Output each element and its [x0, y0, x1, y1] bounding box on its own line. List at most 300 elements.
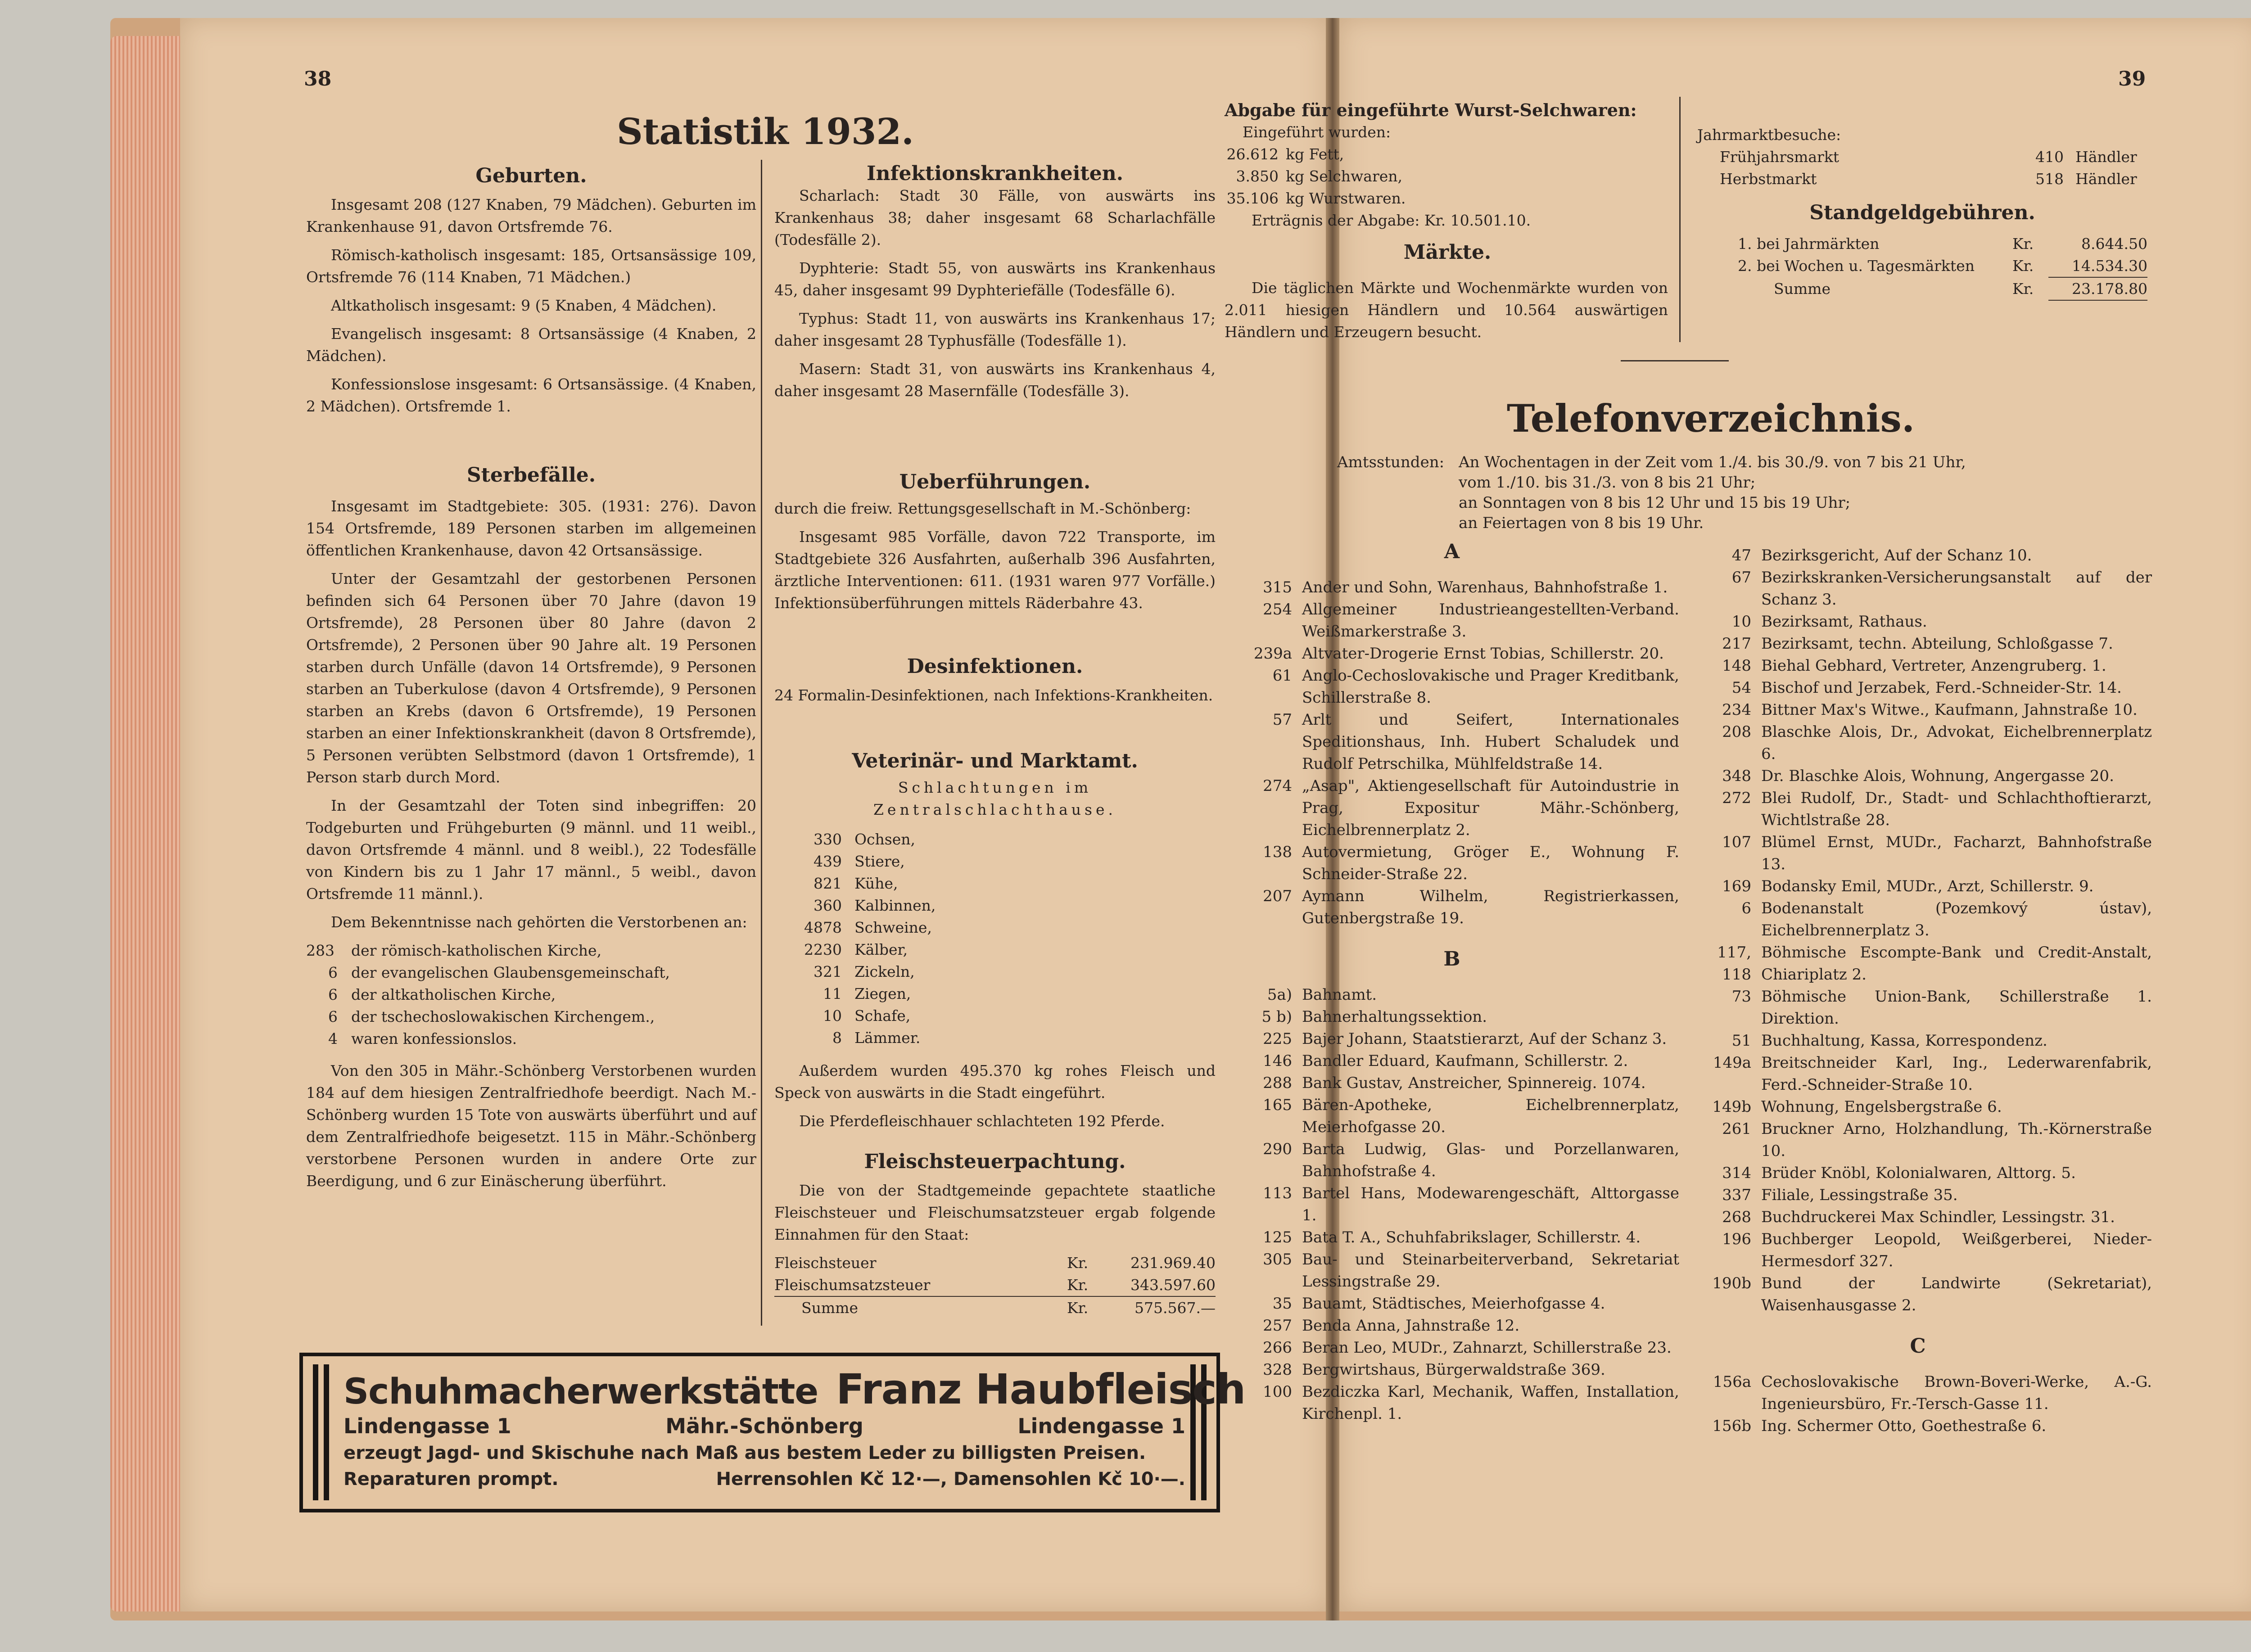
amount: 14.534.30 — [2048, 255, 2147, 278]
ad-address: Lindengasse 1 — [344, 1414, 511, 1438]
phone-column-1 — [1225, 540, 1679, 1425]
phone-entry — [1684, 1371, 2152, 1415]
office-hours-row — [1337, 452, 2147, 533]
paragraph: Insgesamt 208 (127 Knaben, 79 Mädchen). Geburten im Krankenhause 91, davon Ortsfremde 76. — [306, 196, 756, 235]
phone-number: 47 — [1731, 546, 1751, 564]
ad-headline — [344, 1365, 1245, 1413]
sausage-total: Erträgnis der Abgabe: Kr. 10.501.10. — [1252, 212, 1531, 229]
amount: 8.644.50 — [2081, 235, 2147, 253]
phone-entry — [1225, 1249, 1679, 1293]
table-row — [1697, 168, 2147, 190]
phone-entry-name: Dr. Blaschke Alois, Wohnung, Angergasse 20. — [1761, 767, 2114, 785]
label: Stiere, — [854, 853, 905, 870]
phone-entry-name: Bären-Apotheke, Eichelbrennerplatz, Meierhofgasse 20. — [1302, 1096, 1679, 1136]
amount: 35.106 — [1226, 190, 1279, 207]
count: 518 — [2035, 170, 2064, 188]
phone-number: 217 — [1722, 635, 1751, 653]
unit: Händler — [2075, 170, 2137, 188]
section-letter-a: A — [1444, 540, 1460, 563]
paragraph: Die Pferdefleischhauer schlachteten 192 Pferde. — [799, 1112, 1165, 1130]
currency: Kr. — [2012, 280, 2034, 298]
phone-number: 61 — [1272, 667, 1292, 685]
fees-heading: Standgeldgebühren. — [1809, 201, 2035, 224]
ad-address-line — [344, 1414, 1185, 1438]
page-title: Statistik 1932. — [616, 110, 914, 153]
label: Kalbinnen, — [854, 897, 936, 914]
count: 2230 — [804, 941, 842, 958]
phone-entry-name: Ing. Schermer Otto, Goethestraße 6. — [1761, 1417, 2047, 1435]
slaughter-list — [774, 828, 1216, 1138]
paragraph: In der Gesamtzahl der Toten sind inbegriffen: 20 Todgeburten und Frühgeburten (9 männl. und 11 weibl., davon Ortsfremde 4 männl. und 8 weibl.), 22 Todesfälle von Kindern bis zu 1 Jahr 17 männl., 5 weibl., davon Ortsfremde 11 männl.). — [306, 797, 756, 903]
phone-entry-name: Anglo-Cechoslovakische und Prager Kreditbank, Schillerstraße 8. — [1302, 667, 1679, 707]
phone-entry — [1225, 709, 1679, 775]
ad-prices: Herrensohlen Kč 12·—, Damensohlen Kč 10·—. — [716, 1469, 1185, 1490]
paragraph: Dyphterie: Stadt 55, von auswärts ins Krankenhaus 45, daher insgesamt 99 Dyphteriefälle (Todesfälle 6). — [774, 259, 1216, 299]
page-edge — [110, 36, 180, 1611]
sausage-intro: Eingeführt wurden: — [1243, 123, 1391, 141]
phone-entry-name: Bodenanstalt (Pozemkový ústav), Eichelbrennerplatz 3. — [1761, 899, 2152, 939]
label: Lämmer. — [854, 1029, 921, 1047]
list-item — [1225, 143, 1670, 165]
phone-entry-name: Cechoslovakische Brown-Boveri-Werke, A.-G. Ingenieursbüro, Fr.-Tersch-Gasse 11. — [1761, 1373, 2152, 1413]
phone-number: 138 — [1263, 843, 1292, 861]
phone-entry — [1225, 775, 1679, 841]
paragraph: Insgesamt im Stadtgebiete: 305. (1931: 276). Davon 154 Ortsfremde, 189 Personen starben im allgemeinen öffentlichen Krankenhause, davon 42 Ortsansässige. — [306, 497, 756, 559]
phone-number: 315 — [1263, 578, 1292, 596]
phone-number: 54 — [1731, 679, 1751, 697]
phone-number: 156a — [1713, 1373, 1751, 1391]
phone-entry-name: Bartel Hans, Modewarengeschäft, Alttorgasse 1. — [1302, 1184, 1679, 1224]
phone-number: 156b — [1712, 1417, 1751, 1435]
label: Zickeln, — [854, 963, 915, 980]
count: 330 — [814, 831, 842, 848]
phone-entry — [1225, 1006, 1679, 1028]
label: der altkatholischen Kirche, — [351, 986, 556, 1003]
phone-list-c — [1684, 1371, 2152, 1437]
disinf-text — [774, 684, 1216, 713]
deaths-text — [306, 495, 756, 1198]
meattax-text — [774, 1179, 1216, 1319]
sausage-section — [1225, 99, 1670, 263]
phone-entry-name: Bahnamt. — [1302, 986, 1377, 1004]
phone-entry-name: Barta Ludwig, Glas- und Porzellanwaren, Bahnhofstraße 4. — [1302, 1140, 1679, 1180]
phone-number: 328 — [1263, 1361, 1292, 1379]
phone-entry-name: Arlt und Seifert, Internationales Speditionshaus, Inh. Hubert Schaludek und Rudolf Petrschilka, Mühlfeldstraße 14. — [1302, 711, 1679, 773]
phone-entry-name: Bauamt, Städtisches, Meierhofgasse 4. — [1302, 1295, 1605, 1313]
paragraph: Insgesamt 985 Vorfälle, davon 722 Transporte, im Stadtgebiete 326 Ausfahrten, außerhalb 396 Ausfahrten, ärztliche Interventionen: 611. (1931 waren 977 Vorfälle.) Infektionsüberführungen mittels Räderbahre 43. — [774, 528, 1216, 612]
phone-entry-name: Biehal Gebhard, Vertreter, Anzengruberg. 1. — [1761, 657, 2106, 675]
table-row — [774, 1297, 1216, 1319]
phone-entry-name: Wohnung, Engelsbergstraße 6. — [1761, 1098, 2002, 1116]
phone-number: 261 — [1722, 1120, 1751, 1138]
label: Fleischsteuer — [774, 1254, 877, 1272]
phone-entry — [1684, 787, 2152, 831]
phone-entry — [1225, 1072, 1679, 1094]
amount: 23.178.80 — [2048, 278, 2147, 301]
phone-entry — [1684, 567, 2152, 611]
phone-column-2 — [1684, 545, 2152, 1437]
list-item — [306, 1006, 756, 1028]
phone-entry — [1684, 1228, 2152, 1273]
page-number-left: 38 — [304, 68, 332, 90]
ad-owner: Franz Haubfleisch — [836, 1365, 1246, 1413]
amount: 3.850 — [1236, 167, 1279, 185]
phone-number: 73 — [1731, 988, 1751, 1006]
count: 410 — [2035, 148, 2064, 166]
phone-entry-name: Bodansky Emil, MUDr., Arzt, Schillerstr. 9. — [1761, 877, 2094, 895]
table-row — [1697, 233, 2147, 255]
paragraph: Konfessionslose insgesamt: 6 Ortsansässige. (4 Knaben, 2 Mädchen). Ortsfremde 1. — [306, 375, 756, 415]
list-item — [774, 983, 1216, 1005]
meattax-heading: Fleischsteuerpachtung. — [864, 1150, 1126, 1173]
vet-subheading: Schlachtungen im Zentralschlachthause. — [873, 779, 1116, 818]
paragraph: Masern: Stadt 31, von auswärts ins Krankenhaus 4, daher insgesamt 28 Masernfälle (Todesfälle 3). — [774, 360, 1216, 400]
ad-town: Mähr.-Schönberg — [665, 1414, 863, 1438]
list-item — [306, 984, 756, 1006]
section-letter-c: C — [1910, 1335, 1926, 1358]
phone-entry-name: Ander und Sohn, Warenhaus, Bahnhofstraße 1. — [1302, 578, 1668, 596]
label: kg Fett, — [1286, 145, 1344, 163]
phone-entry — [1225, 1337, 1679, 1359]
office-hours — [1337, 452, 2147, 533]
phone-number: 125 — [1263, 1228, 1292, 1246]
phone-entry — [1684, 1052, 2152, 1096]
paragraph: Von den 305 in Mähr.-Schönberg Verstorbenen wurden 184 auf dem hiesigen Zentralfriedhofe beerdigt. Nach M.-Schönberg wurden 15 Tote von auswärts überführt und auf dem Zentralfriedhofe beigesetzt. 115 in Mähr.-Schönberg verstorbene Personen wurden in andere Orte zur Beerdigung, und 6 zur Einäscherung überführt. — [306, 1062, 756, 1190]
phone-number: 57 — [1272, 711, 1292, 729]
phone-entry — [1684, 1206, 2152, 1228]
phone-number: 268 — [1722, 1208, 1751, 1226]
phone-number: 6 — [1741, 899, 1751, 917]
phone-entry — [1225, 1094, 1679, 1138]
phone-entry — [1684, 545, 2152, 567]
phone-entry — [1684, 898, 2152, 942]
currency: Kr. — [1067, 1254, 1089, 1272]
table-row — [774, 1274, 1216, 1297]
paragraph: Dem Bekenntnisse nach gehörten die Verstorbenen an: — [331, 913, 747, 931]
phone-entry-name: Altvater-Drogerie Ernst Tobias, Schillerstr. 20. — [1302, 645, 1664, 663]
phone-entry-name: Bittner Max's Witwe., Kaufmann, Jahnstraße 10. — [1761, 701, 2138, 719]
phone-number: 113 — [1263, 1184, 1292, 1202]
ad-border-bar — [313, 1364, 318, 1500]
markets-text: Die täglichen Märkte und Wochenmärkte wurden von 2.011 hiesigen Händlern und 10.564 auswärtigen Händlern und Erzeugern besucht. — [1225, 279, 1668, 341]
phone-entry-name: Bajer Johann, Staatstierarzt, Auf der Schanz 3. — [1302, 1030, 1667, 1048]
phone-number: 146 — [1263, 1052, 1292, 1070]
phone-number: 165 — [1263, 1096, 1292, 1114]
phone-entry — [1225, 1293, 1679, 1315]
hours-line: vom 1./10. bis 31./3. von 8 bis 21 Uhr; — [1459, 474, 1756, 492]
phone-entry-name: Bezirksgericht, Auf der Schanz 10. — [1761, 546, 2032, 564]
phone-entry-name: Bund der Landwirte (Sekretariat), Waisenhausgasse 2. — [1761, 1274, 2152, 1314]
ad-prices-line — [344, 1469, 1185, 1490]
phone-number: 254 — [1263, 600, 1292, 618]
phone-number: 149b — [1712, 1098, 1751, 1116]
phone-number: 337 — [1722, 1186, 1751, 1204]
phone-entry-name: Bahnerhaltungssektion. — [1302, 1008, 1487, 1026]
count: 11 — [823, 985, 842, 1002]
births-text — [306, 194, 756, 424]
disinf-heading: Desinfektionen. — [907, 655, 1083, 678]
currency: Kr. — [2012, 235, 2034, 253]
count: 439 — [814, 853, 842, 870]
phone-number: 314 — [1722, 1164, 1751, 1182]
list-item — [774, 916, 1216, 939]
phone-number: 274 — [1263, 777, 1292, 795]
count: 10 — [823, 1007, 842, 1025]
office-hours-lines — [1459, 452, 2147, 533]
phone-entry — [1684, 1030, 2152, 1052]
phone-number: 51 — [1731, 1032, 1751, 1050]
phone-entry — [1225, 885, 1679, 930]
hours-line: An Wochentagen in der Zeit vom 1./4. bis 30./9. von 7 bis 21 Uhr, — [1459, 453, 1966, 471]
phone-entry — [1684, 611, 2152, 633]
list-item — [774, 939, 1216, 961]
paragraph: Typhus: Stadt 11, von auswärts ins Krankenhaus 17; daher insgesamt 28 Typhusfälle (Todesfälle 1). — [774, 310, 1216, 349]
label: Herbstmarkt — [1720, 170, 1817, 188]
confession-list — [306, 939, 756, 1050]
sausage-heading: Abgabe für eingeführte Wurst-Selchwaren: — [1225, 100, 1637, 120]
phone-entry-name: Bruckner Arno, Holzhandlung, Th.-Körnerstraße 10. — [1761, 1120, 2152, 1160]
phone-entry-name: Bergwirtshaus, Bürgerwaldstraße 369. — [1302, 1361, 1605, 1379]
fairs-intro: Jahrmarktbesuche: — [1697, 126, 1841, 144]
list-item — [306, 939, 756, 961]
list-item — [774, 828, 1216, 850]
phone-number: 225 — [1263, 1030, 1292, 1048]
phone-number: 305 — [1263, 1250, 1292, 1268]
phone-entry — [1225, 841, 1679, 885]
phone-entry — [1225, 1227, 1679, 1249]
phone-number: 288 — [1263, 1074, 1292, 1092]
label: Ziegen, — [854, 985, 911, 1002]
phone-entry — [1684, 765, 2152, 787]
phone-entry — [1684, 986, 2152, 1030]
phone-entry — [1225, 1183, 1679, 1227]
table-row — [1697, 255, 2147, 278]
phone-entry — [1684, 633, 2152, 655]
phone-entry-name: Blei Rudolf, Dr., Stadt- und Schlachthoftierarzt, Wichtlstraße 28. — [1761, 789, 2152, 829]
phone-entry — [1225, 1381, 1679, 1425]
phone-entry — [1684, 1273, 2152, 1317]
count: 6 — [328, 1008, 338, 1025]
list-item — [774, 961, 1216, 983]
advertisement-box — [299, 1353, 1246, 1512]
phone-entry — [1684, 831, 2152, 876]
phone-entry-name: Allgemeiner Industrieangestellten-Verband. Weißmarkerstraße 3. — [1302, 600, 1679, 641]
count: 821 — [814, 875, 842, 892]
label: kg Wurstwaren. — [1286, 190, 1406, 207]
phone-entry-name: Buchdruckerei Max Schindler, Lessingstr. 31. — [1761, 1208, 2115, 1226]
label: der römisch-katholischen Kirche, — [351, 942, 602, 959]
label: der tschechoslowakischen Kirchengem., — [351, 1008, 655, 1025]
label: 2. bei Wochen u. Tagesmärkten — [1738, 257, 1975, 275]
phone-entry-name: Breitschneider Karl, Ing., Lederwarenfabrik, Ferd.-Schneider-Straße 10. — [1761, 1054, 2152, 1094]
hours-line: an Sonntagen von 8 bis 12 Uhr und 15 bis 19 Uhr; — [1459, 494, 1851, 512]
table-row — [774, 1252, 1216, 1274]
phone-number: 207 — [1263, 887, 1292, 905]
infect-text — [774, 185, 1216, 408]
phone-entry-name: Buchberger Leopold, Weißgerberei, Nieder-Hermesdorf 327. — [1761, 1230, 2152, 1270]
phone-number: 5 b) — [1261, 1008, 1292, 1026]
phone-entry-name: Blaschke Alois, Dr., Advokat, Eichelbrennerplatz 6. — [1761, 723, 2152, 763]
phone-entry-name: Bischof und Jerzabek, Ferd.-Schneider-Str. 14. — [1761, 679, 2122, 697]
ad-repairs: Reparaturen prompt. — [344, 1469, 559, 1490]
phone-entry-name: Böhmische Union-Bank, Schillerstraße 1. Direktion. — [1761, 988, 2152, 1028]
births-heading: Geburten. — [475, 164, 587, 187]
paragraph: durch die freiw. Rettungsgesellschaft in M.-Schönberg: — [774, 500, 1191, 517]
phone-entry — [1684, 942, 2152, 986]
label: Kälber, — [854, 941, 908, 958]
column-rule — [1679, 97, 1681, 342]
phone-entry-name: Blümel Ernst, MUDr., Facharzt, Bahnhofstraße 13. — [1761, 833, 2152, 873]
phone-number: 67 — [1731, 569, 1751, 587]
paragraph: Römisch-katholisch insgesamt: 185, Ortsansässige 109, Ortsfremde 76 (114 Knaben, 71 Mädchen.) — [306, 246, 756, 286]
phone-list-b-cont — [1684, 545, 2152, 1317]
phone-number: 196 — [1722, 1230, 1751, 1248]
label: Ochsen, — [854, 831, 915, 848]
transfer-text — [774, 497, 1216, 620]
phone-number: 149a — [1713, 1054, 1751, 1072]
ad-border-bar — [324, 1364, 329, 1500]
phone-entry-name: Bau- und Steinarbeiterverband, Sekretariat Lessingstraße 29. — [1302, 1250, 1679, 1291]
phone-entry-name: Autovermietung, Gröger E., Wohnung F. Schneider-Straße 22. — [1302, 843, 1679, 883]
list-item — [306, 961, 756, 984]
phone-entry-name: Bezirkskranken-Versicherungsanstalt auf der Schanz 3. — [1761, 569, 2152, 609]
phone-entry — [1684, 1415, 2152, 1437]
ad-address: Lindengasse 1 — [1017, 1414, 1185, 1438]
phone-entry — [1225, 1359, 1679, 1381]
phone-number: 266 — [1263, 1339, 1292, 1357]
count: 283 — [306, 942, 334, 959]
column-rule — [761, 160, 762, 1326]
phone-entry — [1225, 599, 1679, 643]
label: Frühjahrsmarkt — [1720, 148, 1840, 166]
phone-entry-name: Bezdiczka Karl, Mechanik, Waffen, Installation, Kirchenpl. 1. — [1302, 1383, 1679, 1423]
phone-entry-name: Filiale, Lessingstraße 35. — [1761, 1186, 1958, 1204]
phone-directory-title: Telefonverzeichnis. — [1506, 396, 1915, 441]
list-item — [774, 850, 1216, 872]
phone-entry-name: Bank Gustav, Anstreicher, Spinnereig. 1074. — [1302, 1074, 1646, 1092]
phone-entry-name: Buchhaltung, Kassa, Korrespondenz. — [1761, 1032, 2048, 1050]
count: 4878 — [804, 919, 842, 936]
phone-entry-name: Bata T. A., Schuhfabrikslager, Schillerstr. 4. — [1302, 1228, 1641, 1246]
label: Schafe, — [854, 1007, 911, 1025]
fairs-section — [1697, 124, 2147, 301]
phone-number: 169 — [1722, 877, 1751, 895]
paragraph: Altkatholisch insgesamt: 9 (5 Knaben, 4 Mädchen). — [331, 297, 717, 314]
phone-number: 117, 118 — [1717, 943, 1751, 984]
list-item — [1225, 165, 1670, 187]
section-letter-b: B — [1443, 948, 1460, 970]
phone-entry — [1684, 1184, 2152, 1206]
phone-entry — [1225, 1138, 1679, 1183]
list-item — [306, 1028, 756, 1050]
phone-entry — [1684, 1118, 2152, 1162]
phone-number: 10 — [1731, 613, 1751, 631]
phone-entry-name: Aymann Wilhelm, Registrierkassen, Gutenbergstraße 19. — [1302, 887, 1679, 927]
vet-heading: Veterinär- und Marktamt. — [852, 749, 1138, 772]
markets-heading: Märkte. — [1403, 241, 1492, 264]
amount: 343.597.60 — [1130, 1276, 1216, 1294]
deaths-heading: Sterbefälle. — [466, 464, 596, 487]
label: der evangelischen Glaubensgemeinschaft, — [351, 964, 670, 981]
list-item — [774, 872, 1216, 894]
count: 321 — [814, 963, 842, 980]
phone-entry-name: Bezirksamt, techn. Abteilung, Schloßgasse 7. — [1761, 635, 2113, 653]
phone-number: 208 — [1722, 723, 1751, 741]
phone-number: 290 — [1263, 1140, 1292, 1158]
list-item — [1225, 187, 1670, 209]
hours-line: an Feiertagen von 8 bis 19 Uhr. — [1459, 514, 1704, 532]
table-row — [1697, 146, 2147, 168]
phone-entry — [1225, 1050, 1679, 1072]
phone-number: 272 — [1722, 789, 1751, 807]
phone-number: 257 — [1263, 1317, 1292, 1335]
phone-list-a — [1225, 577, 1679, 930]
phone-entry — [1684, 1162, 2152, 1184]
phone-number: 100 — [1263, 1383, 1292, 1401]
office-hours-label: Amtsstunden: — [1337, 453, 1445, 471]
transfer-heading: Ueberführungen. — [899, 470, 1091, 493]
unit: Händler — [2075, 148, 2137, 166]
table-row — [1697, 278, 2147, 301]
amount: 26.612 — [1226, 145, 1279, 163]
phone-entry — [1225, 1028, 1679, 1050]
page-number-right: 39 — [2118, 68, 2146, 90]
phone-number: 107 — [1722, 833, 1751, 851]
count: 8 — [832, 1029, 842, 1047]
phone-entry — [1225, 984, 1679, 1006]
paragraph: Die von der Stadtgemeinde gepachtete staatliche Fleischsteuer und Fleischumsatzsteuer ergab folgende Einnahmen für den Staat: — [774, 1182, 1216, 1243]
paragraph: Außerdem wurden 495.370 kg rohes Fleisch und Speck von auswärts in die Stadt eingeführt. — [774, 1062, 1216, 1101]
label: Summe — [1774, 280, 1831, 298]
phone-entry — [1225, 577, 1679, 599]
currency: Kr. — [1067, 1276, 1089, 1294]
ad-business: Schuhmacherwerkstätte — [344, 1372, 818, 1412]
count: 6 — [328, 986, 338, 1003]
count: 6 — [328, 964, 338, 981]
label: waren konfessionslos. — [351, 1030, 517, 1047]
currency: Kr. — [1067, 1299, 1089, 1317]
phone-entry-name: Beran Leo, MUDr., Zahnarzt, Schillerstraße 23. — [1302, 1339, 1672, 1357]
phone-entry-name: Bezirksamt, Rathaus. — [1761, 613, 1927, 631]
phone-entry — [1684, 876, 2152, 898]
phone-number: 190b — [1712, 1274, 1751, 1292]
label: Summe — [801, 1299, 858, 1317]
phone-entry — [1684, 1096, 2152, 1118]
phone-entry — [1225, 665, 1679, 709]
phone-list-b — [1225, 984, 1679, 1425]
ad-description: erzeugt Jagd- und Skischuhe nach Maß aus bestem Leder zu billigsten Preisen. — [344, 1443, 1146, 1463]
label: Kühe, — [854, 875, 898, 892]
label: Schweine, — [854, 919, 932, 936]
phone-entry-name: Brüder Knöbl, Kolonialwaren, Alttorg. 5. — [1761, 1164, 2076, 1182]
label: kg Selchwaren, — [1286, 167, 1403, 185]
count: 4 — [328, 1030, 338, 1047]
phone-entry-name: Bandler Eduard, Kaufmann, Schillerstr. 2. — [1302, 1052, 1628, 1070]
phone-entry-name: „Asap", Aktiengesellschaft für Autoindustrie in Prag, Expositur Mähr.-Schönberg, Eichelbrennerplatz 2. — [1302, 777, 1679, 839]
phone-number: 239a — [1253, 645, 1292, 663]
phone-entry — [1225, 1315, 1679, 1337]
label: Fleischumsatzsteuer — [774, 1276, 931, 1294]
currency: Kr. — [2012, 257, 2034, 275]
infect-heading: Infektionskrankheiten. — [866, 162, 1124, 185]
phone-entry — [1684, 721, 2152, 765]
list-item — [774, 1005, 1216, 1027]
phone-number: 348 — [1722, 767, 1751, 785]
paragraph: 24 Formalin-Desinfektionen, nach Infektions-Krankheiten. — [774, 686, 1213, 704]
phone-number: 35 — [1272, 1295, 1292, 1313]
amount: 575.567.— — [1135, 1299, 1216, 1317]
paragraph: Unter der Gesamtzahl der gestorbenen Personen befinden sich 64 Personen über 70 Jahre (davon 19 Ortsfremde), 28 Personen über 80 Jahre (davon 2 Ortsfremde), 2 Personen über 90 Jahre alt. 19 Personen starben durch Unfälle (davon 14 Ortsfremde), 9 Personen starben an Tuberkulose (davon 4 Ortsfremde), 9 Personen starben an Krebs (davon 6 Ortsfremde), 19 Personen starben an einer Infektionskrankheit (davon 8 Ortsfremde), 5 Personen verübten Selbstmord (davon 1 Ortsfremde), 1 Person starb durch Mord. — [306, 570, 756, 786]
